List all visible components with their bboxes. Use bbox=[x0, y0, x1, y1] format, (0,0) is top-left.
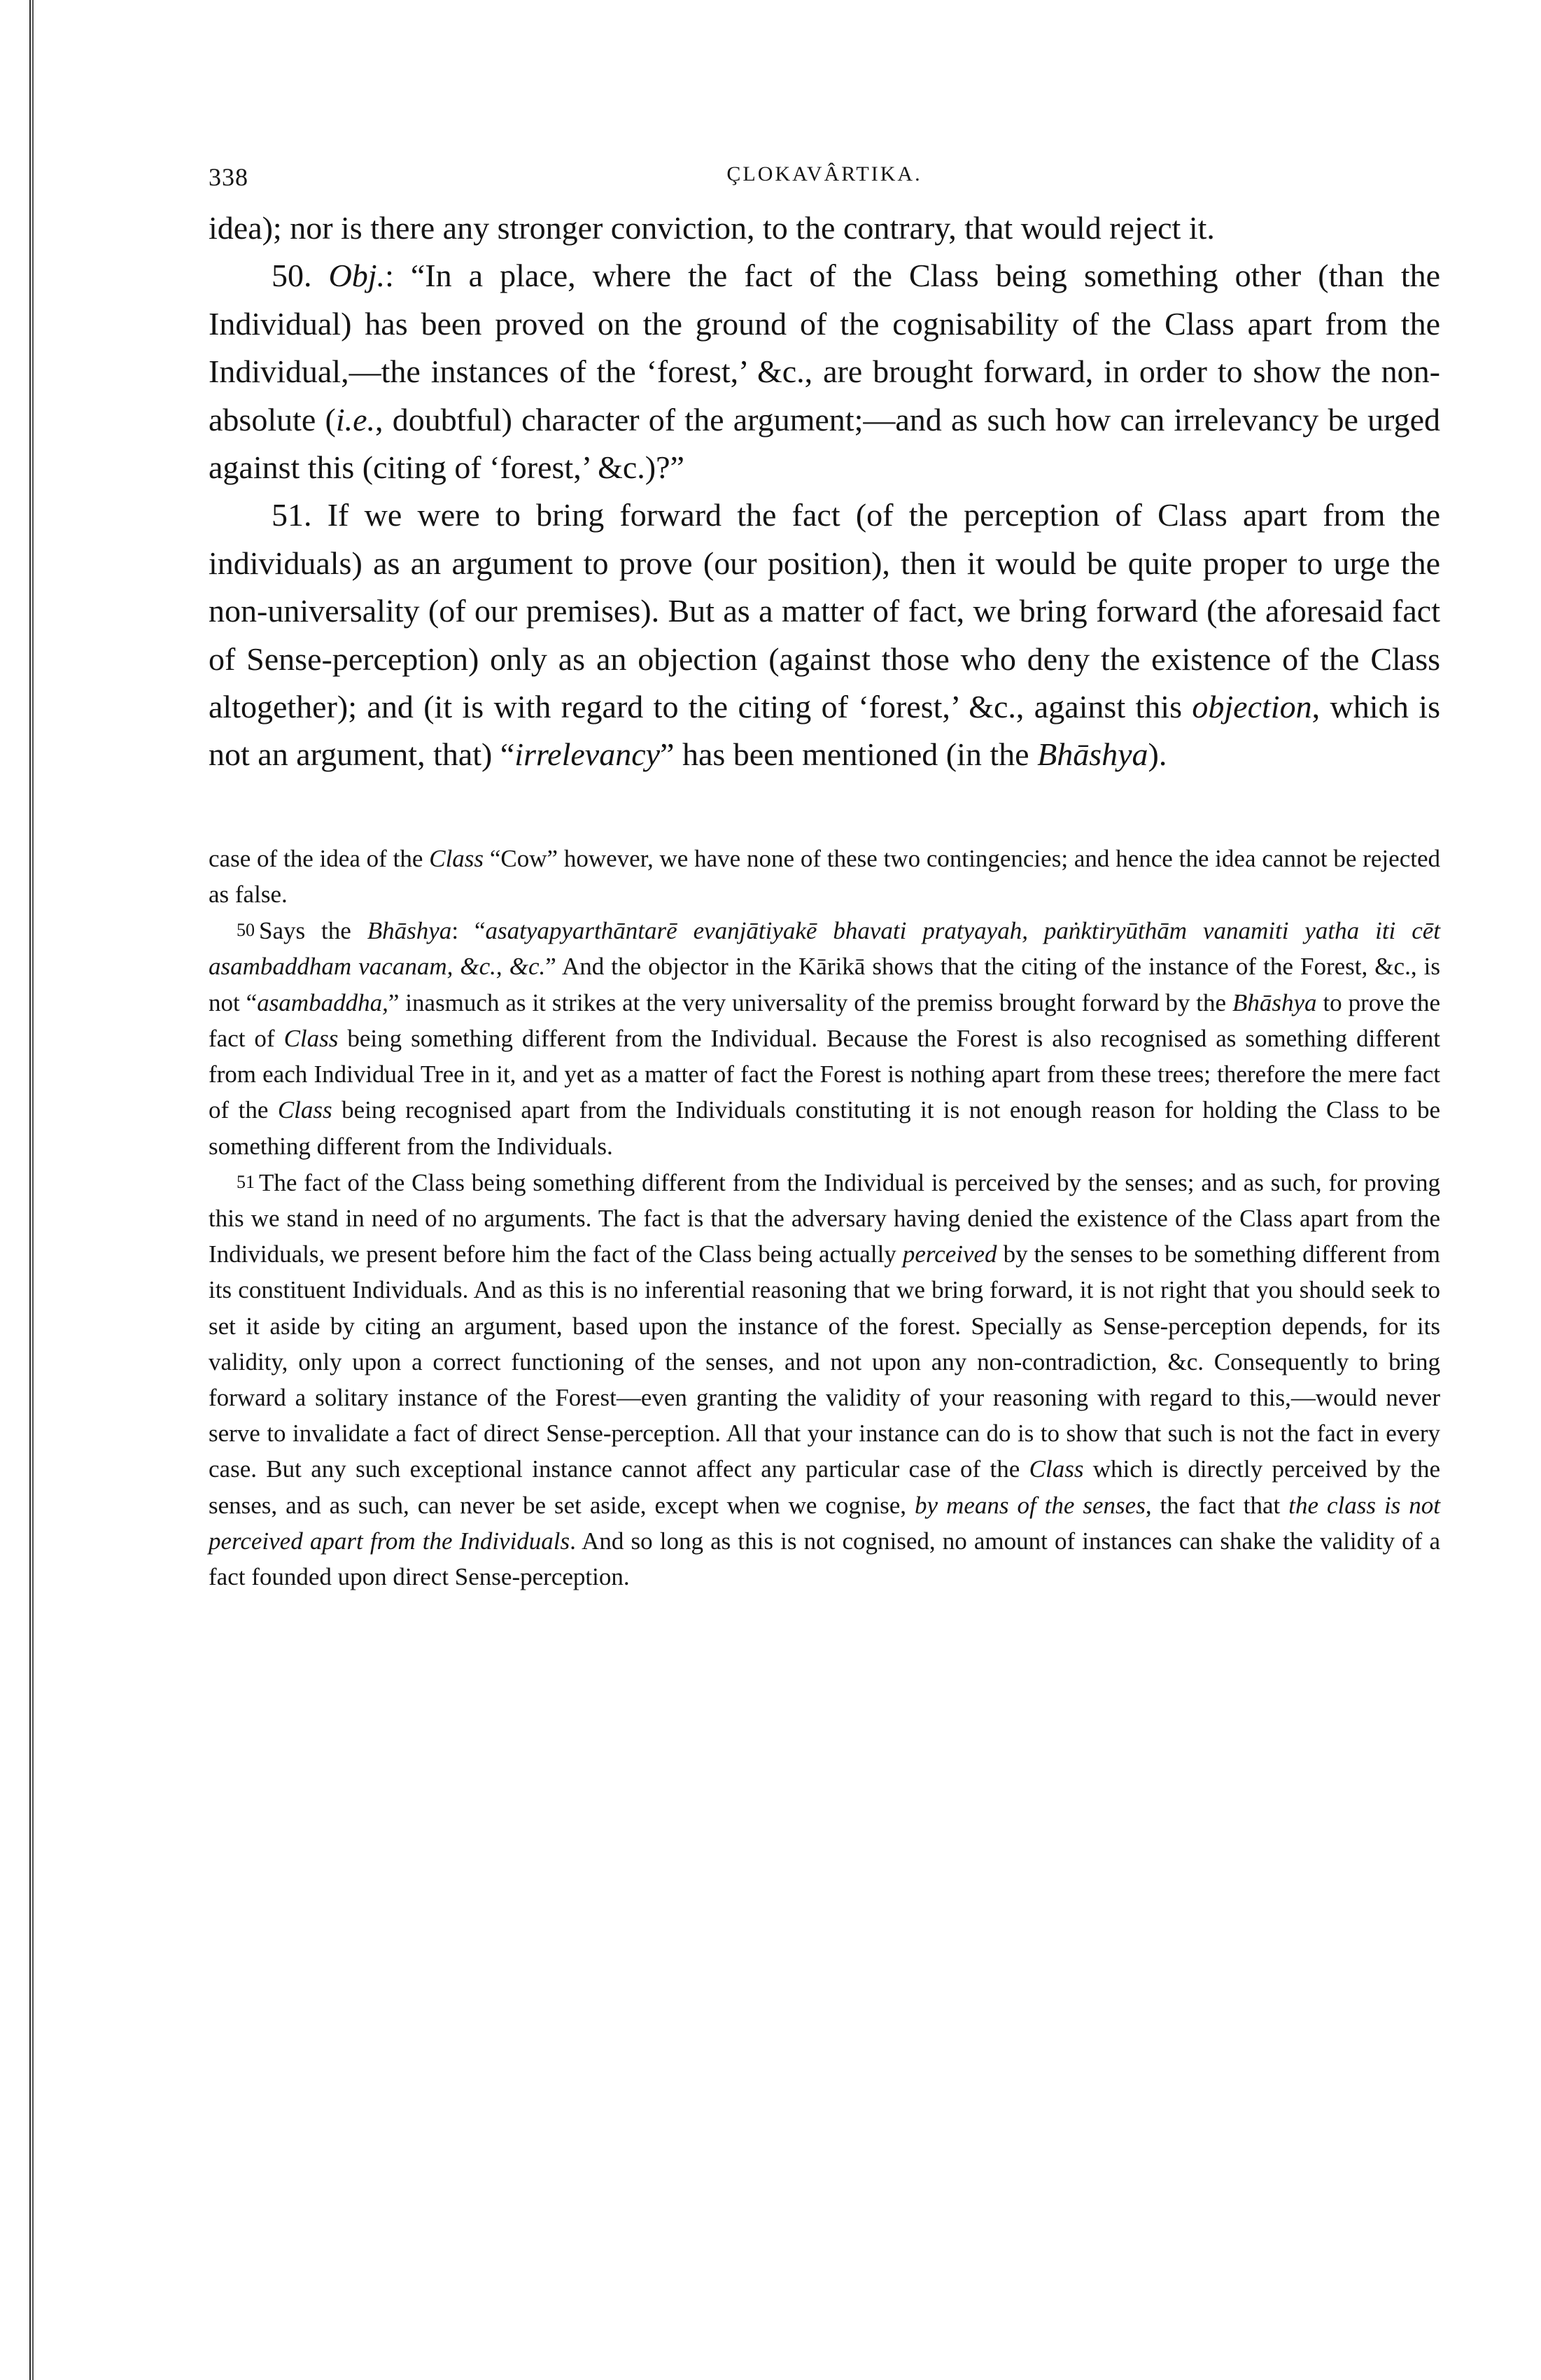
objection-label: Obj. bbox=[328, 258, 386, 294]
page-binding-edge bbox=[29, 0, 34, 2380]
paragraph-continuation: idea); nor is there any stronger conviction, to the contrary, that would reject it. bbox=[209, 210, 1215, 246]
footnote-number: 50 bbox=[237, 920, 255, 941]
footnotes bbox=[209, 841, 1440, 1595]
paragraph-number: 50. bbox=[272, 258, 312, 294]
footnote-continuation: case of the idea of the Class “Cow” however, we have none of these two contingencies; and hence the idea cannot be rejected as false. bbox=[209, 844, 1440, 909]
footnote-50: 50 Says the Bhāshya: “asatyapyarthāntarē evanjātiyakē bhavati pratyayah, paṅktiryūthām vanamiti yatha iti cēt asambaddham vacanam, &c., &c.” And the objector in the Kārikā shows that the citing of the instance of the Forest, &c., is not “asambaddha,” inasmuch as it strikes at the very universality of the premiss brought forward by the Bhāshya to prove the fact of Class being something different from the Individual. Because the Forest is also recognised as something different from each Individual Tree in it, and yet as a matter of fact the Forest is nothing apart from these trees; therefore the mere fact of the Class being recognised apart from the Individuals constituting it is not enough reason for holding the Class to be something different from the Individuals. bbox=[209, 917, 1440, 1160]
running-title: ÇLOKAVÂRTIKA. bbox=[726, 162, 922, 186]
paragraph-50: 50. Obj.: “In a place, where the fact of the Class being something other (than the Individual) has been proved on the ground of the cognisability of the Class apart from the Individual,—the instances of the ‘forest,’ &c., are brought forward, in order to show the non-absolute (i.e., doubtful) character of the argument;—and as such how can irrelevancy be urged against this (citing of ‘forest,’ &c.)?” bbox=[209, 258, 1441, 486]
running-head bbox=[209, 162, 1440, 204]
paragraph-51: 51. If we were to bring forward the fact (of the perception of Class apart from the individuals) as an argument to prove (our position), then it would be quite proper to urge the non-universality (of our premises). But as a matter of fact, we bring forward (the aforesaid fact of Sense-perception) only as an objection (against those who deny the existence of the Class altogether); and (it is with regard to the citing of ‘forest,’ &c., against this objection, which is not an argument, that) “irrelevancy” has been mentioned (in the Bhāshya). bbox=[209, 497, 1440, 773]
footnote-51: 51 The fact of the Class being something different from the Individual is perceived by the senses; and as such, for proving this we stand in need of no arguments. The fact is that the adversary having denied the existence of the Class apart from the Individuals, we present before him the fact of the Class being actually perceived by the senses to be something different from its constituent Individuals. And as this is no inferential reasoning that we bring forward, it is not right that you should seek to set it aside by citing an argument, based upon the instance of the forest. Specially as Sense-perception depends, for its validity, only upon a correct functioning of the senses, and not upon any non-contradiction, &c. Consequently to bring forward a solitary instance of the Forest—even granting the validity of your reasoning with regard to this,—would never serve to invalidate a fact of direct Sense-perception. All that your instance can do is to show that such is not the fact in every case. But any such exceptional instance cannot affect any particular case of the Class which is directly perceived by the senses, and as such, can never be set aside, except when we cognise, by means of the senses, the fact that the class is not perceived apart from the Individuals. And so long as this is not cognised, no amount of instances can shake the validity of a fact founded upon direct Sense-perception. bbox=[209, 1168, 1440, 1590]
main-text bbox=[209, 204, 1440, 779]
page-number: 338 bbox=[209, 163, 248, 191]
footnote-number: 51 bbox=[237, 1171, 255, 1192]
page-content bbox=[209, 162, 1440, 1595]
